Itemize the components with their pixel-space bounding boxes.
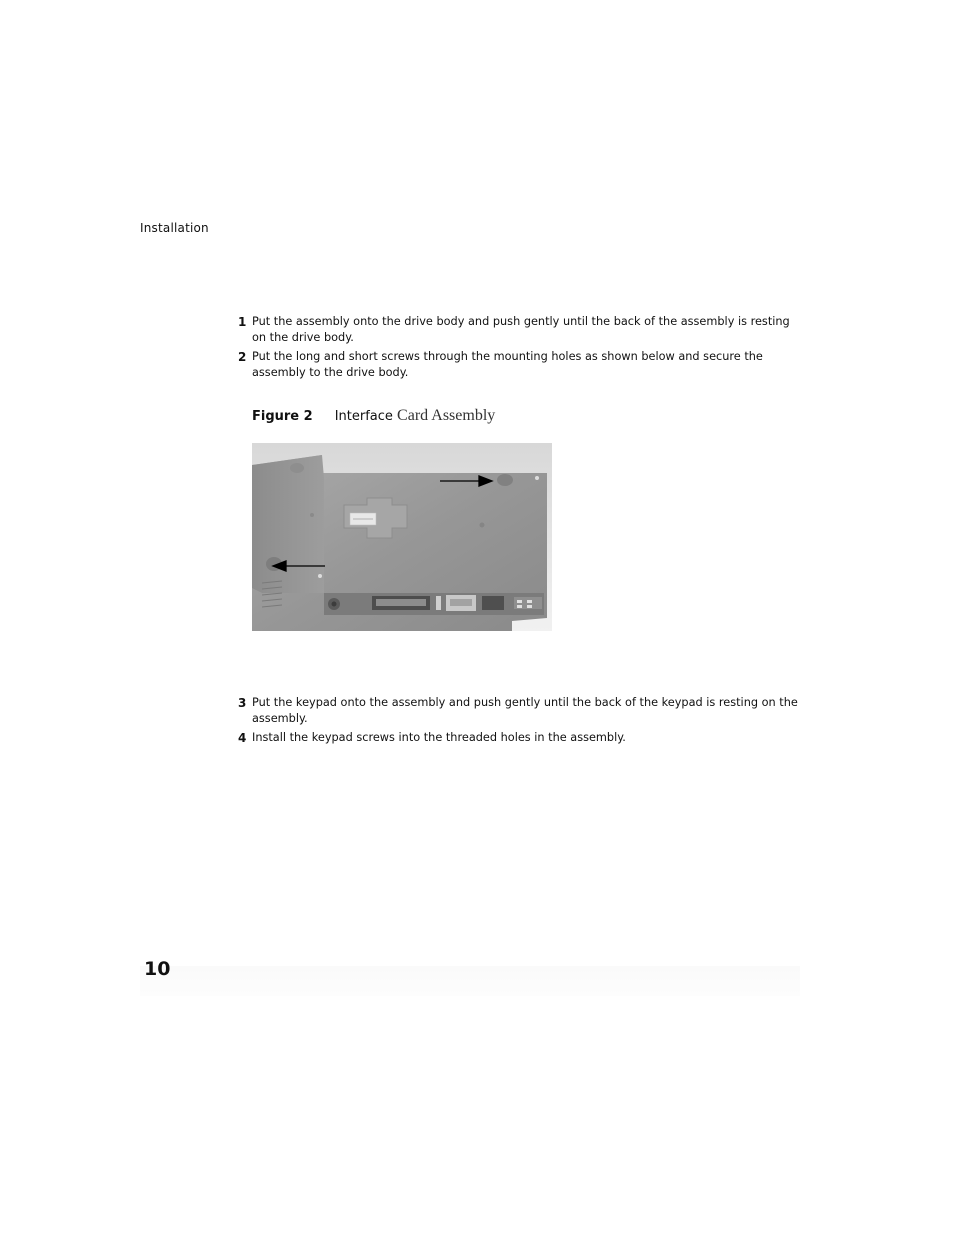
footer-band — [140, 966, 800, 996]
figure-caption — [252, 407, 495, 425]
step-text: Put the long and short screws through the mounting holes as shown below and secure the assembly to the drive body. — [252, 350, 763, 379]
page-number: 10 — [144, 958, 171, 980]
step-item — [238, 349, 803, 381]
interface-card-assembly-photo — [252, 443, 564, 631]
figure-title-part1: Interface — [334, 409, 393, 424]
step-number: 2 — [238, 350, 247, 364]
step-item — [238, 730, 803, 746]
step-number: 3 — [238, 696, 247, 710]
step-text: Put the keypad onto the assembly and push gently until the back of the keypad is resting on the assembly. — [252, 696, 798, 725]
step-text: Install the keypad screws into the threaded holes in the assembly. — [252, 731, 626, 744]
steps-list-bottom — [238, 695, 803, 749]
step-text: Put the assembly onto the drive body and push gently until the back of the assembly is resting on the drive body. — [252, 315, 790, 344]
step-number: 4 — [238, 731, 247, 745]
step-number: 1 — [238, 315, 247, 329]
step-item — [238, 314, 803, 346]
steps-list-top — [238, 314, 803, 384]
section-header: Installation — [140, 221, 209, 235]
figure-title — [335, 409, 496, 424]
figure-label: Figure 2 — [252, 409, 313, 424]
figure-title-part2: Card Assembly — [397, 407, 496, 424]
step-item — [238, 695, 803, 727]
